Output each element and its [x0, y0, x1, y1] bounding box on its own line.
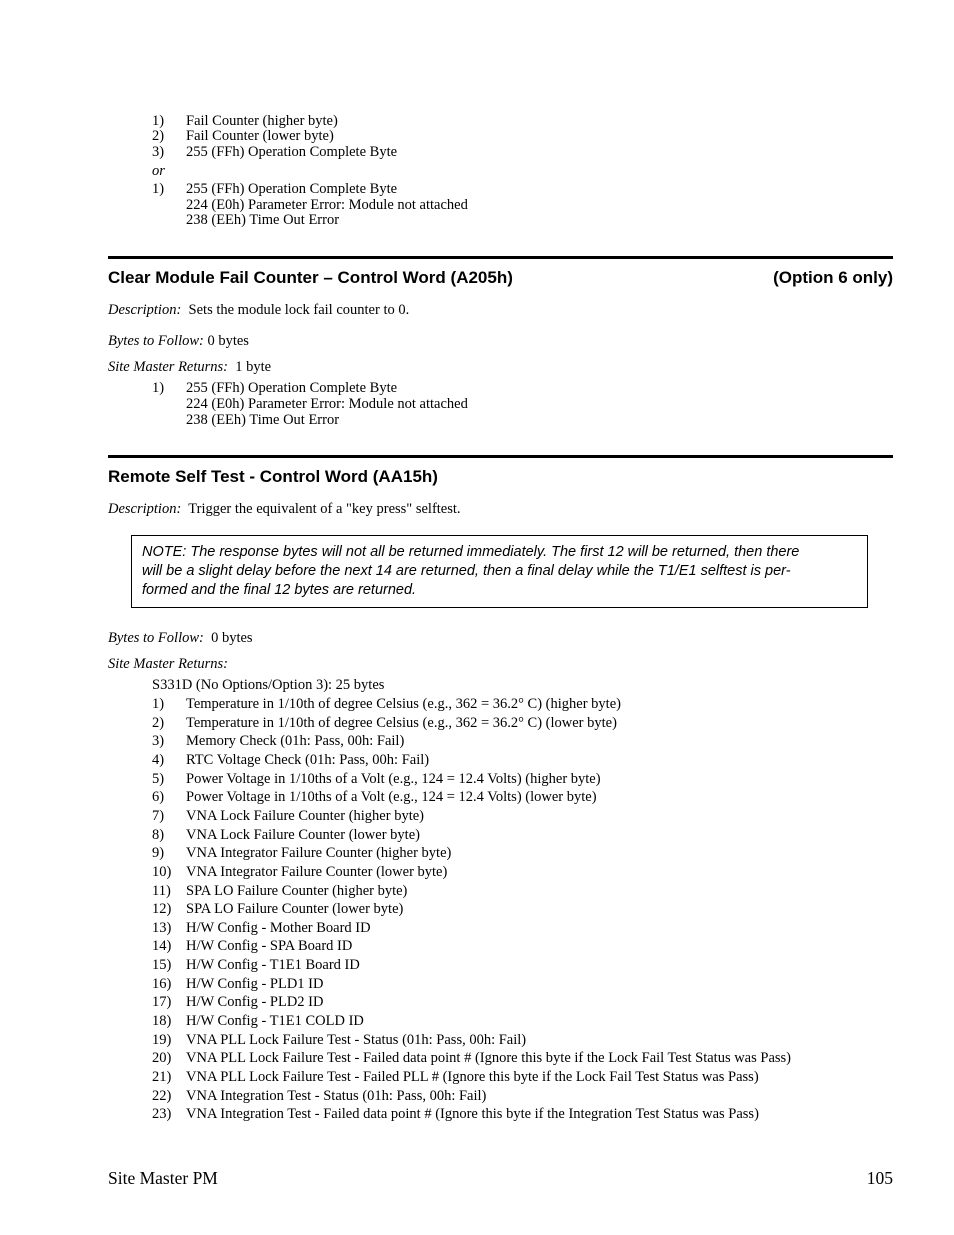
list-number: 19)	[152, 1032, 172, 1048]
list-number: 4)	[152, 752, 165, 768]
list-item: 224 (E0h) Parameter Error: Module not attached	[186, 396, 468, 412]
description-label: Description:	[108, 302, 182, 318]
list-number: 18)	[152, 1013, 172, 1029]
list-number: 14)	[152, 938, 172, 954]
list-item: H/W Config - T1E1 Board ID	[186, 957, 360, 973]
list-number: 8)	[152, 827, 165, 843]
list-item: SPA LO Failure Counter (lower byte)	[186, 901, 404, 917]
list-item: 224 (E0h) Parameter Error: Module not attached	[186, 197, 468, 213]
list-number: 10)	[152, 864, 172, 880]
list-number: 12)	[152, 901, 172, 917]
note-line: formed and the final 12 bytes are returned.	[142, 582, 417, 598]
description-field	[108, 501, 461, 517]
list-item: VNA PLL Lock Failure Test - Status (01h: Pass, 00h: Fail)	[186, 1032, 527, 1048]
footer-title: Site Master PM	[108, 1168, 218, 1188]
returns-field	[108, 359, 271, 375]
list-number: 21)	[152, 1069, 172, 1085]
list-number: 20)	[152, 1050, 172, 1066]
list-number: 5)	[152, 771, 165, 787]
list-number: 1)	[152, 380, 165, 396]
list-number: 9)	[152, 845, 165, 861]
list-number: 11)	[152, 883, 171, 899]
model-line: S331D (No Options/Option 3): 25 bytes	[152, 677, 385, 693]
note-box	[131, 535, 868, 608]
list-item: H/W Config - T1E1 COLD ID	[186, 1013, 364, 1029]
list-item: 255 (FFh) Operation Complete Byte	[186, 144, 398, 160]
list-number: 2)	[152, 128, 165, 144]
or-label: or	[152, 163, 165, 179]
bytes-field	[108, 630, 253, 646]
list-number: 2)	[152, 715, 165, 731]
list-item: 255 (FFh) Operation Complete Byte	[186, 181, 398, 197]
list-item: VNA Lock Failure Counter (higher byte)	[186, 808, 424, 824]
list-item: Temperature in 1/10th of degree Celsius (e.g., 362 = 36.2° C) (lower byte)	[186, 715, 617, 731]
description-label: Description:	[108, 501, 182, 517]
list-item: H/W Config - Mother Board ID	[186, 920, 371, 936]
list-number: 15)	[152, 957, 172, 973]
list-item: H/W Config - PLD1 ID	[186, 976, 324, 992]
list-item: Fail Counter (lower byte)	[186, 128, 334, 144]
list-item: Fail Counter (higher byte)	[186, 113, 338, 129]
list-number: 7)	[152, 808, 165, 824]
description-text: Trigger the equivalent of a "key press" selftest.	[188, 501, 461, 517]
list-item: H/W Config - SPA Board ID	[186, 938, 353, 954]
section-title: Remote Self Test - Control Word (AA15h)	[108, 467, 438, 486]
list-item: VNA Integration Test - Status (01h: Pass, 00h: Fail)	[186, 1088, 487, 1104]
list-number: 16)	[152, 976, 172, 992]
list-item: 238 (EEh) Time Out Error	[186, 412, 340, 428]
list-number: 3)	[152, 733, 165, 749]
list-item: SPA LO Failure Counter (higher byte)	[186, 883, 408, 899]
section-title: Clear Module Fail Counter – Control Word (A205h)	[108, 268, 513, 287]
bytes-label: Bytes to Follow:	[108, 630, 204, 646]
returns-value: 1 byte	[235, 359, 272, 375]
list-number: 23)	[152, 1106, 172, 1122]
list-item: VNA PLL Lock Failure Test - Failed PLL # (Ignore this byte if the Lock Fail Test Status was Pass)	[186, 1069, 759, 1085]
note-line: NOTE: The response bytes will not all be returned immediately. The first 12 will be returned, then there	[142, 544, 800, 560]
returns-label: Site Master Returns:	[108, 359, 229, 375]
list-number: 17)	[152, 994, 172, 1010]
bytes-value: 0 bytes	[207, 333, 249, 349]
list-number: 13)	[152, 920, 172, 936]
list-item: 238 (EEh) Time Out Error	[186, 212, 340, 228]
list-item: Memory Check (01h: Pass, 00h: Fail)	[186, 733, 405, 749]
bytes-value: 0 bytes	[211, 630, 253, 646]
list-number: 3)	[152, 144, 165, 160]
page-number: 105	[866, 1168, 893, 1188]
list-item: H/W Config - PLD2 ID	[186, 994, 324, 1010]
list-number: 1)	[152, 696, 165, 712]
list-item: VNA Integration Test - Failed data point # (Ignore this byte if the Integration Test Status was Pass)	[186, 1106, 759, 1122]
list-number: 1)	[152, 181, 165, 197]
list-number: 1)	[152, 113, 165, 129]
returns-label: Site Master Returns:	[108, 656, 229, 672]
list-item: Power Voltage in 1/10ths of a Volt (e.g., 124 = 12.4 Volts) (higher byte)	[186, 771, 601, 787]
bytes-label: Bytes to Follow:	[108, 333, 204, 349]
list-item: VNA Integrator Failure Counter (lower byte)	[186, 864, 448, 880]
section-rule	[108, 455, 893, 458]
returns-field	[108, 656, 228, 672]
list-item: VNA PLL Lock Failure Test - Failed data point # (Ignore this byte if the Lock Fail Test Status was Pass)	[186, 1050, 791, 1066]
description-text: Sets the module lock fail counter to 0.	[188, 302, 410, 318]
bytes-field	[108, 333, 249, 349]
list-item: Temperature in 1/10th of degree Celsius (e.g., 362 = 36.2° C) (higher byte)	[186, 696, 621, 712]
list-item: 255 (FFh) Operation Complete Byte	[186, 380, 398, 396]
list-number: 22)	[152, 1088, 172, 1104]
section-option: (Option 6 only)	[773, 268, 893, 287]
description-field	[108, 302, 409, 318]
list-item: VNA Integrator Failure Counter (higher byte)	[186, 845, 452, 861]
list-item: VNA Lock Failure Counter (lower byte)	[186, 827, 420, 843]
section-rule	[108, 256, 893, 259]
note-line: will be a slight delay before the next 14 are returned, then a final delay while the T1/E1 selftest is per-	[142, 563, 791, 579]
list-item: RTC Voltage Check (01h: Pass, 00h: Fail)	[186, 752, 430, 768]
list-number: 6)	[152, 789, 165, 805]
list-item: Power Voltage in 1/10ths of a Volt (e.g., 124 = 12.4 Volts) (lower byte)	[186, 789, 597, 805]
